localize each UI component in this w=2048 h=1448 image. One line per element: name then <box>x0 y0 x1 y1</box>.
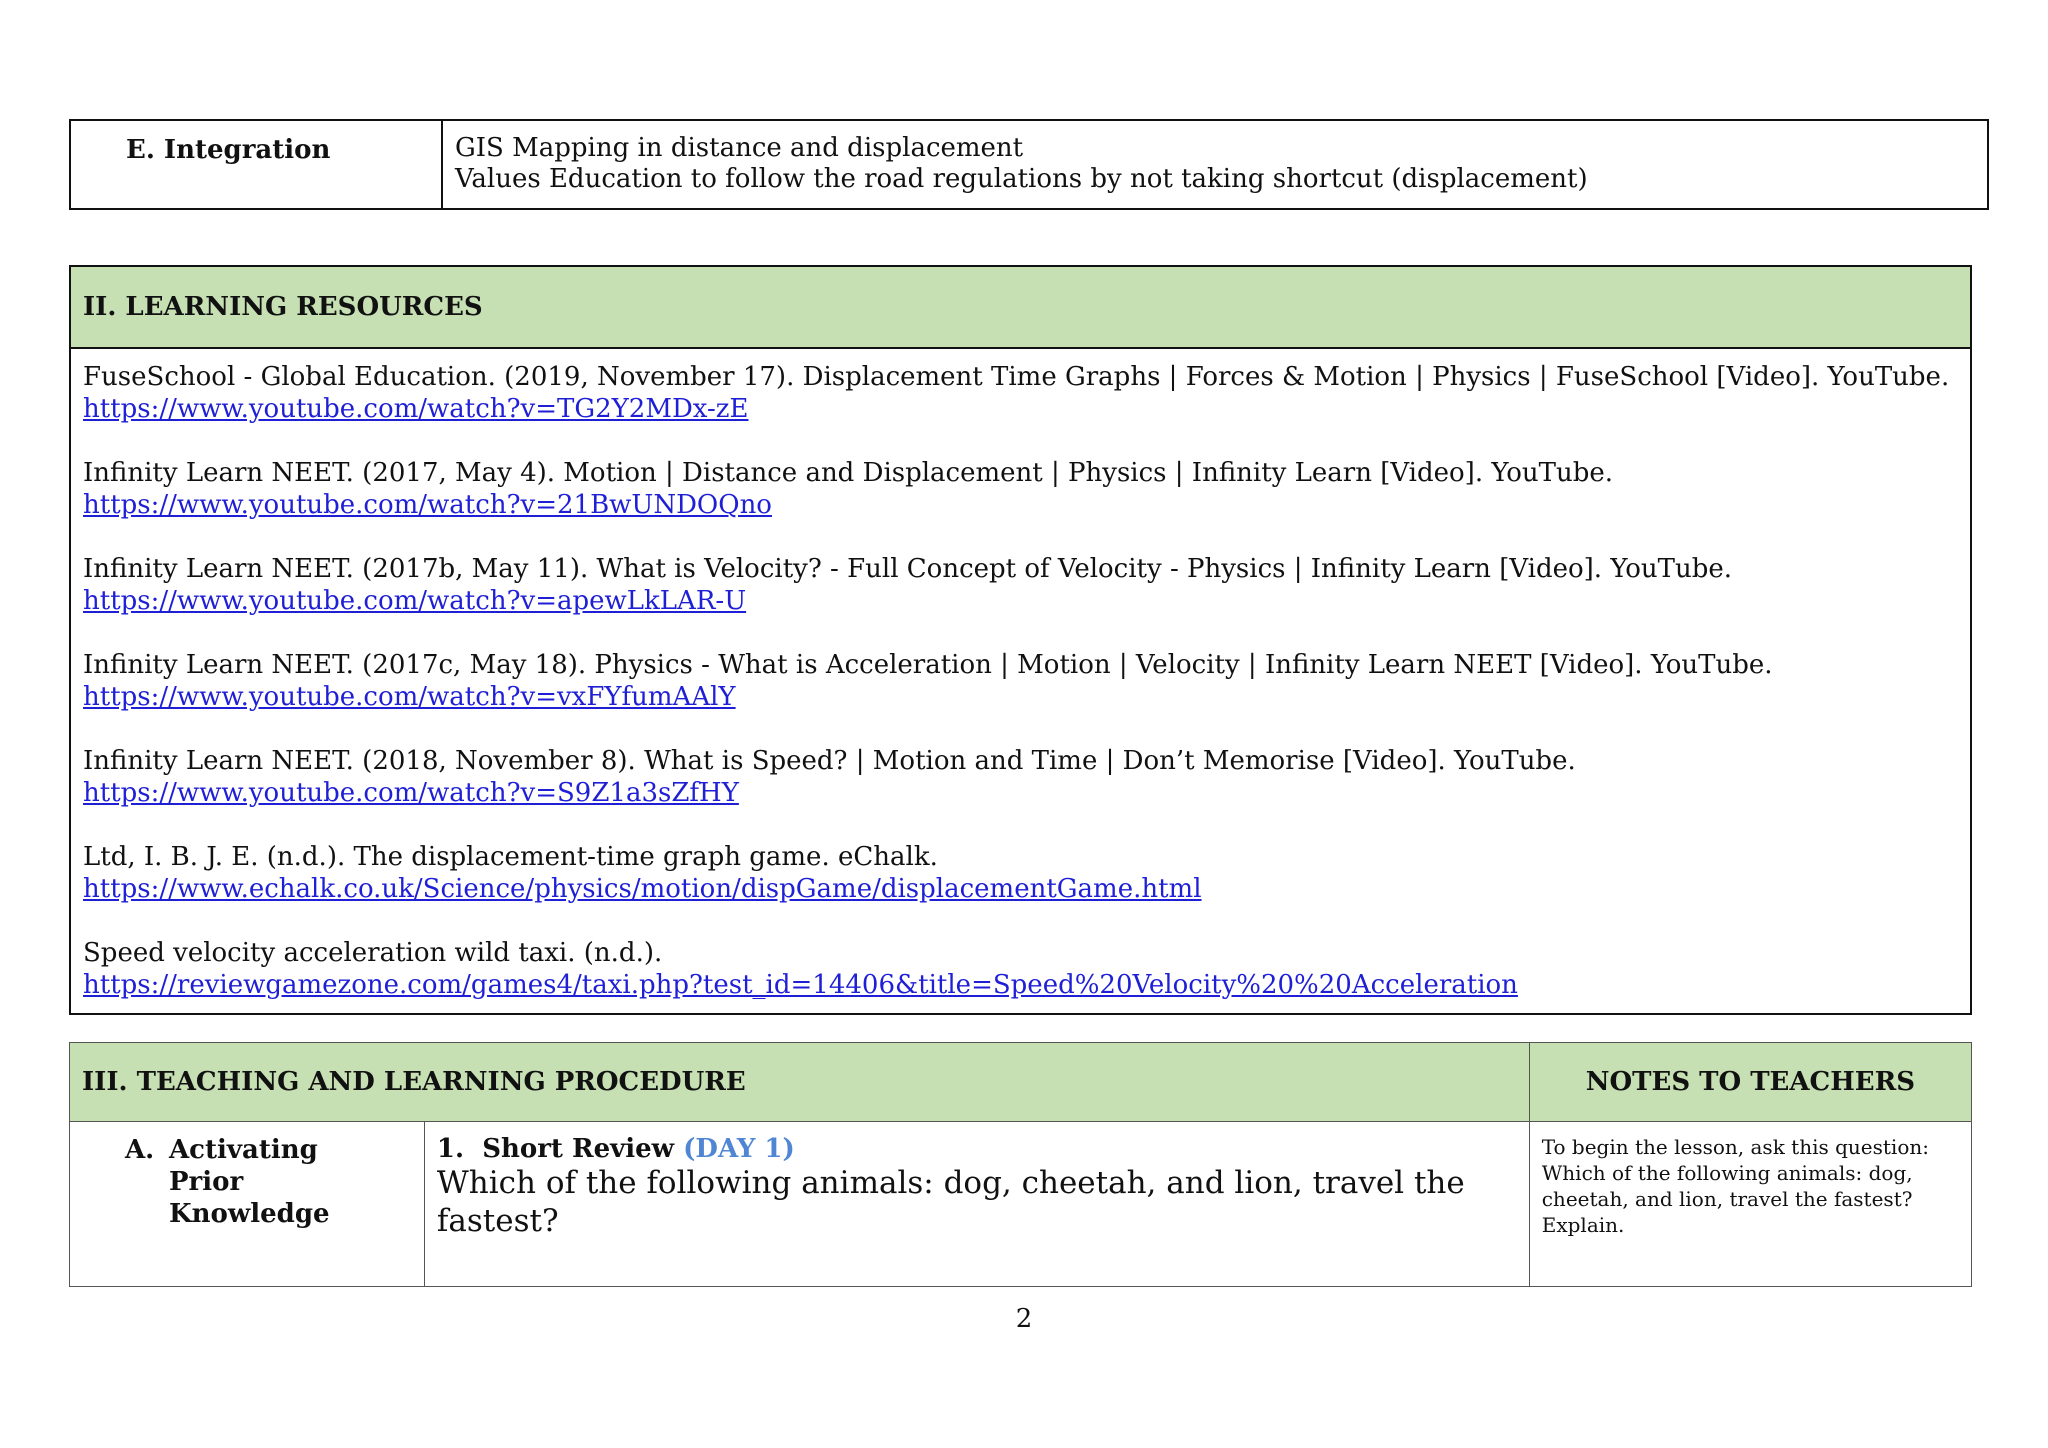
reference-item <box>83 841 1958 905</box>
section-number: A. <box>125 1135 155 1165</box>
learning-resources-list <box>70 348 1971 1014</box>
day-badge: (DAY 1) <box>683 1134 795 1164</box>
reference-citation: Speed velocity acceleration wild taxi. (n.d.). <box>83 938 663 968</box>
section-label: Activating Prior Knowledge <box>169 1135 330 1229</box>
step-title: Short Review <box>482 1134 675 1164</box>
integration-table <box>69 119 1989 210</box>
reference-link[interactable]: https://reviewgamezone.com/games4/taxi.php?test_id=14406&title=Speed%20Velocity%20%20Acceleration <box>83 970 1518 1000</box>
integration-label: E. Integration <box>70 120 442 209</box>
reference-link[interactable]: https://www.youtube.com/watch?v=vxFYfumAAlY <box>83 682 736 712</box>
integration-content <box>442 120 1988 209</box>
reference-item <box>83 649 1958 713</box>
learning-resources-heading: II. LEARNING RESOURCES <box>70 266 1971 348</box>
activity-cell <box>424 1122 1529 1287</box>
reference-citation: Infinity Learn NEET. (2018, November 8). What is Speed? | Motion and Time | Don’t Memorise [Video]. YouTube. <box>83 746 1576 776</box>
review-question: Which of the following animals: dog, cheetah, and lion, travel the fastest? <box>436 1165 1465 1239</box>
reference-item <box>83 745 1958 809</box>
reference-citation: Infinity Learn NEET. (2017b, May 11). What is Velocity? - Full Concept of Velocity - Physics | Infinity Learn [Video]. YouTube. <box>83 554 1733 584</box>
learning-resources-table <box>69 265 1972 1015</box>
reference-link[interactable]: https://www.youtube.com/watch?v=21BwUNDOQno <box>83 490 772 520</box>
step-number: 1. <box>436 1134 465 1164</box>
notes-heading: NOTES TO TEACHERS <box>1529 1043 1971 1122</box>
reference-link[interactable]: https://www.echalk.co.uk/Science/physics/motion/dispGame/displacementGame.html <box>83 874 1202 904</box>
reference-item <box>83 553 1958 617</box>
integration-line: GIS Mapping in distance and displacement <box>455 133 1024 163</box>
reference-item <box>83 457 1958 521</box>
reference-link[interactable]: https://www.youtube.com/watch?v=S9Z1a3sZfHY <box>83 778 739 808</box>
reference-link[interactable]: https://www.youtube.com/watch?v=TG2Y2MDx-zE <box>83 394 749 424</box>
procedure-table <box>69 1042 1972 1287</box>
reference-link[interactable]: https://www.youtube.com/watch?v=apewLkLAR-U <box>83 586 747 616</box>
procedure-heading: III. TEACHING AND LEARNING PROCEDURE <box>70 1043 1530 1122</box>
reference-citation: Infinity Learn NEET. (2017, May 4). Motion | Distance and Displacement | Physics | Infinity Learn [Video]. YouTube. <box>83 458 1614 488</box>
teacher-note: To begin the lesson, ask this question: Which of the following animals: dog, cheetah, and lion, travel the fastest? Explain. <box>1529 1122 1971 1287</box>
reference-citation: Infinity Learn NEET. (2017c, May 18). Physics - What is Acceleration | Motion | Velocity | Infinity Learn NEET [Video]. YouTube. <box>83 650 1773 680</box>
step-heading <box>437 1134 1517 1164</box>
section-label-cell <box>70 1122 425 1287</box>
reference-item <box>83 937 1958 1001</box>
integration-line: Values Education to follow the road regulations by not taking shortcut (displacement) <box>455 164 1588 194</box>
page-number: 2 <box>1015 1304 1033 1334</box>
reference-citation: Ltd, I. B. J. E. (n.d.). The displacement-time graph game. eChalk. <box>83 842 938 872</box>
reference-citation: FuseSchool - Global Education. (2019, November 17). Displacement Time Graphs | Forces & Motion | Physics | FuseSchool [Video]. YouTube. <box>83 362 1950 392</box>
reference-item <box>83 361 1958 425</box>
